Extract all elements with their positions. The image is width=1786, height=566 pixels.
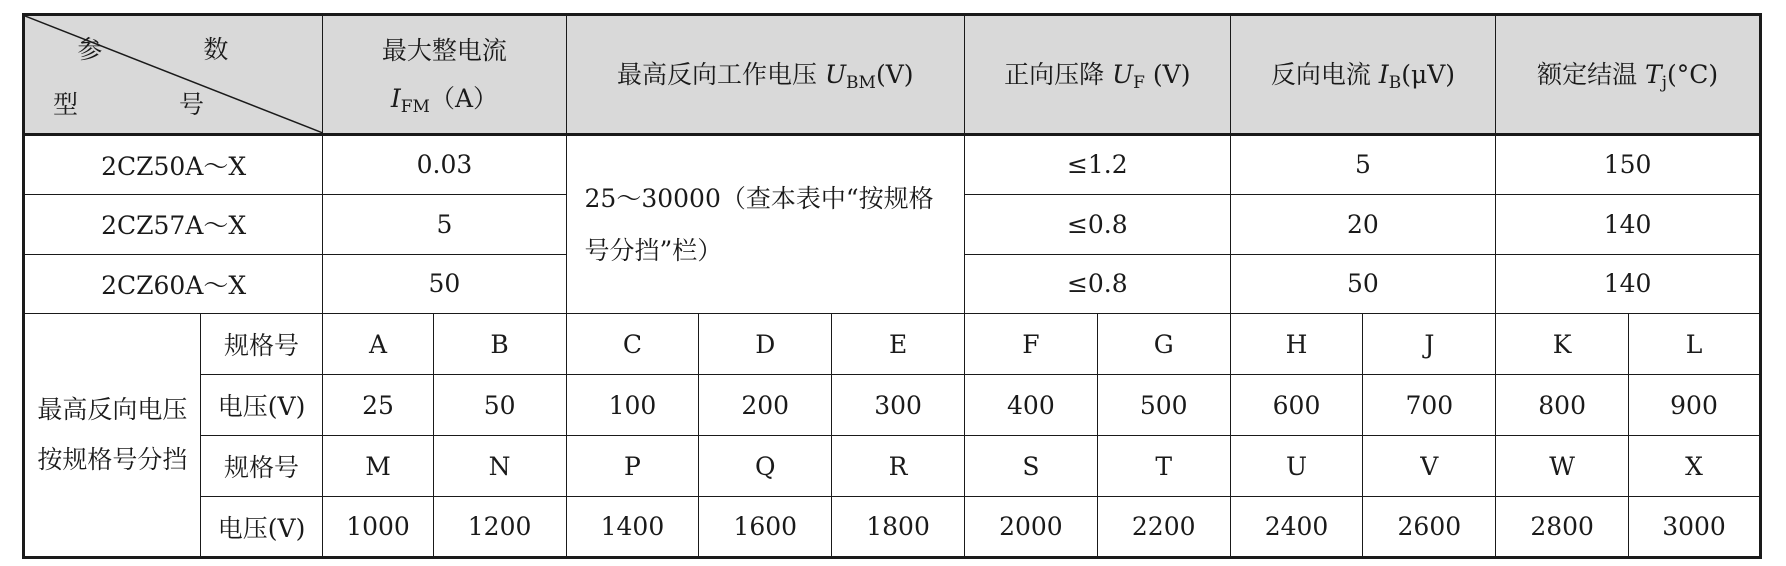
ib-unit: (μV) bbox=[1401, 60, 1455, 90]
grade-voltage: 100 bbox=[566, 375, 699, 436]
header-ifm-title: 最大整电流 bbox=[381, 36, 507, 66]
grade-code: G bbox=[1097, 314, 1230, 375]
ubm-unit: (V) bbox=[875, 60, 914, 90]
grade-voltage: 50 bbox=[433, 375, 566, 436]
grade-voltage: 400 bbox=[964, 375, 1097, 436]
diagonal-header-cell bbox=[24, 15, 323, 135]
grade-code: A bbox=[323, 314, 433, 375]
grade-voltage: 2600 bbox=[1363, 497, 1496, 558]
ib-cell: 20 bbox=[1230, 194, 1496, 254]
grade-code: N bbox=[433, 436, 566, 497]
grade-voltage: 3000 bbox=[1629, 497, 1761, 558]
grade-voltage: 1200 bbox=[433, 497, 566, 558]
grade-voltage: 300 bbox=[832, 375, 965, 436]
grading-volt-row-2 bbox=[24, 497, 1761, 558]
header-row bbox=[24, 15, 1761, 135]
ifm-sub: FM bbox=[400, 97, 430, 118]
grade-voltage: 1000 bbox=[323, 497, 433, 558]
grading-code-row-1 bbox=[24, 314, 1761, 375]
grade-code: M bbox=[323, 436, 433, 497]
grade-voltage: 1600 bbox=[699, 497, 832, 558]
grade-code: L bbox=[1629, 314, 1761, 375]
header-reverse-current bbox=[1230, 15, 1496, 135]
header-max-reverse-voltage bbox=[566, 15, 964, 135]
tj-cell: 140 bbox=[1496, 194, 1761, 254]
diode-spec-table bbox=[22, 13, 1762, 559]
reverse-voltage-note: 25～30000（查本表中“按规格号分挡”栏） bbox=[566, 134, 964, 314]
grading-side-label: 最高反向电压按规格号分挡 bbox=[24, 314, 201, 558]
ubm-title: 最高反向工作电压 bbox=[617, 60, 825, 90]
ifm-cell: 5 bbox=[323, 194, 566, 254]
grade-code: J bbox=[1363, 314, 1496, 375]
model-label: 型 号 bbox=[53, 89, 243, 119]
grade-voltage: 600 bbox=[1230, 375, 1363, 436]
uf-cell: ≤0.8 bbox=[964, 194, 1230, 254]
spec-code-label: 规格号 bbox=[200, 314, 323, 375]
grade-code: H bbox=[1230, 314, 1363, 375]
grade-code: V bbox=[1363, 436, 1496, 497]
ib-cell: 50 bbox=[1230, 254, 1496, 314]
spec-code-label: 规格号 bbox=[200, 436, 323, 497]
grade-voltage: 700 bbox=[1363, 375, 1496, 436]
grade-voltage: 1400 bbox=[566, 497, 699, 558]
header-ifm-symbol bbox=[323, 79, 565, 117]
grade-code: B bbox=[433, 314, 566, 375]
ib-sym: I bbox=[1378, 60, 1389, 90]
grade-code: C bbox=[566, 314, 699, 375]
grade-code: F bbox=[964, 314, 1097, 375]
ubm-sub: BM bbox=[846, 73, 876, 94]
grade-code: S bbox=[964, 436, 1097, 497]
ifm-unit: （A） bbox=[429, 84, 498, 114]
uf-title: 正向压降 bbox=[1004, 60, 1113, 90]
model-cell: 2CZ50A～X bbox=[24, 134, 323, 194]
grade-voltage: 800 bbox=[1496, 375, 1629, 436]
grade-code: D bbox=[699, 314, 832, 375]
ifm-cell: 50 bbox=[323, 254, 566, 314]
uf-cell: ≤1.2 bbox=[964, 134, 1230, 194]
voltage-label: 电压(V) bbox=[200, 375, 323, 436]
header-junction-temp bbox=[1496, 15, 1761, 135]
grade-voltage: 2200 bbox=[1097, 497, 1230, 558]
model-cell: 2CZ57A～X bbox=[24, 194, 323, 254]
grade-code: W bbox=[1496, 436, 1629, 497]
grading-code-row-2 bbox=[24, 436, 1761, 497]
grade-code: E bbox=[832, 314, 965, 375]
grade-code: T bbox=[1097, 436, 1230, 497]
ib-sub: B bbox=[1388, 73, 1402, 94]
grade-voltage: 2400 bbox=[1230, 497, 1363, 558]
tj-sym: T bbox=[1645, 60, 1662, 90]
header-max-rectified-current bbox=[323, 15, 566, 135]
tj-sub: j bbox=[1661, 73, 1667, 94]
ubm-sym: U bbox=[824, 60, 847, 90]
grade-code: K bbox=[1496, 314, 1629, 375]
ib-cell: 5 bbox=[1230, 134, 1496, 194]
model-row bbox=[24, 134, 1761, 194]
grade-code: P bbox=[566, 436, 699, 497]
param-label: 参 数 bbox=[77, 35, 267, 64]
uf-cell: ≤0.8 bbox=[964, 254, 1230, 314]
voltage-label: 电压(V) bbox=[200, 497, 323, 558]
ifm-sym: I bbox=[390, 84, 401, 114]
grade-voltage: 25 bbox=[323, 375, 433, 436]
grade-voltage: 2000 bbox=[964, 497, 1097, 558]
grade-code: R bbox=[832, 436, 965, 497]
tj-cell: 150 bbox=[1496, 134, 1761, 194]
ifm-cell: 0.03 bbox=[323, 134, 566, 194]
uf-unit: (V) bbox=[1144, 60, 1191, 90]
grade-code: U bbox=[1230, 436, 1363, 497]
uf-sym: U bbox=[1112, 60, 1134, 90]
grade-voltage: 200 bbox=[699, 375, 832, 436]
grade-voltage: 500 bbox=[1097, 375, 1230, 436]
grade-code: Q bbox=[699, 436, 832, 497]
ib-title: 反向电流 bbox=[1270, 60, 1379, 90]
grade-voltage: 900 bbox=[1629, 375, 1761, 436]
tj-cell: 140 bbox=[1496, 254, 1761, 314]
header-forward-voltage-drop bbox=[964, 15, 1230, 135]
uf-sub: F bbox=[1133, 73, 1145, 94]
tj-title: 额定结温 bbox=[1537, 60, 1646, 90]
grade-code: X bbox=[1629, 436, 1761, 497]
grading-volt-row-1 bbox=[24, 375, 1761, 436]
grade-voltage: 2800 bbox=[1496, 497, 1629, 558]
grade-voltage: 1800 bbox=[832, 497, 965, 558]
tj-unit: (°C) bbox=[1667, 60, 1719, 90]
model-cell: 2CZ60A～X bbox=[24, 254, 323, 314]
